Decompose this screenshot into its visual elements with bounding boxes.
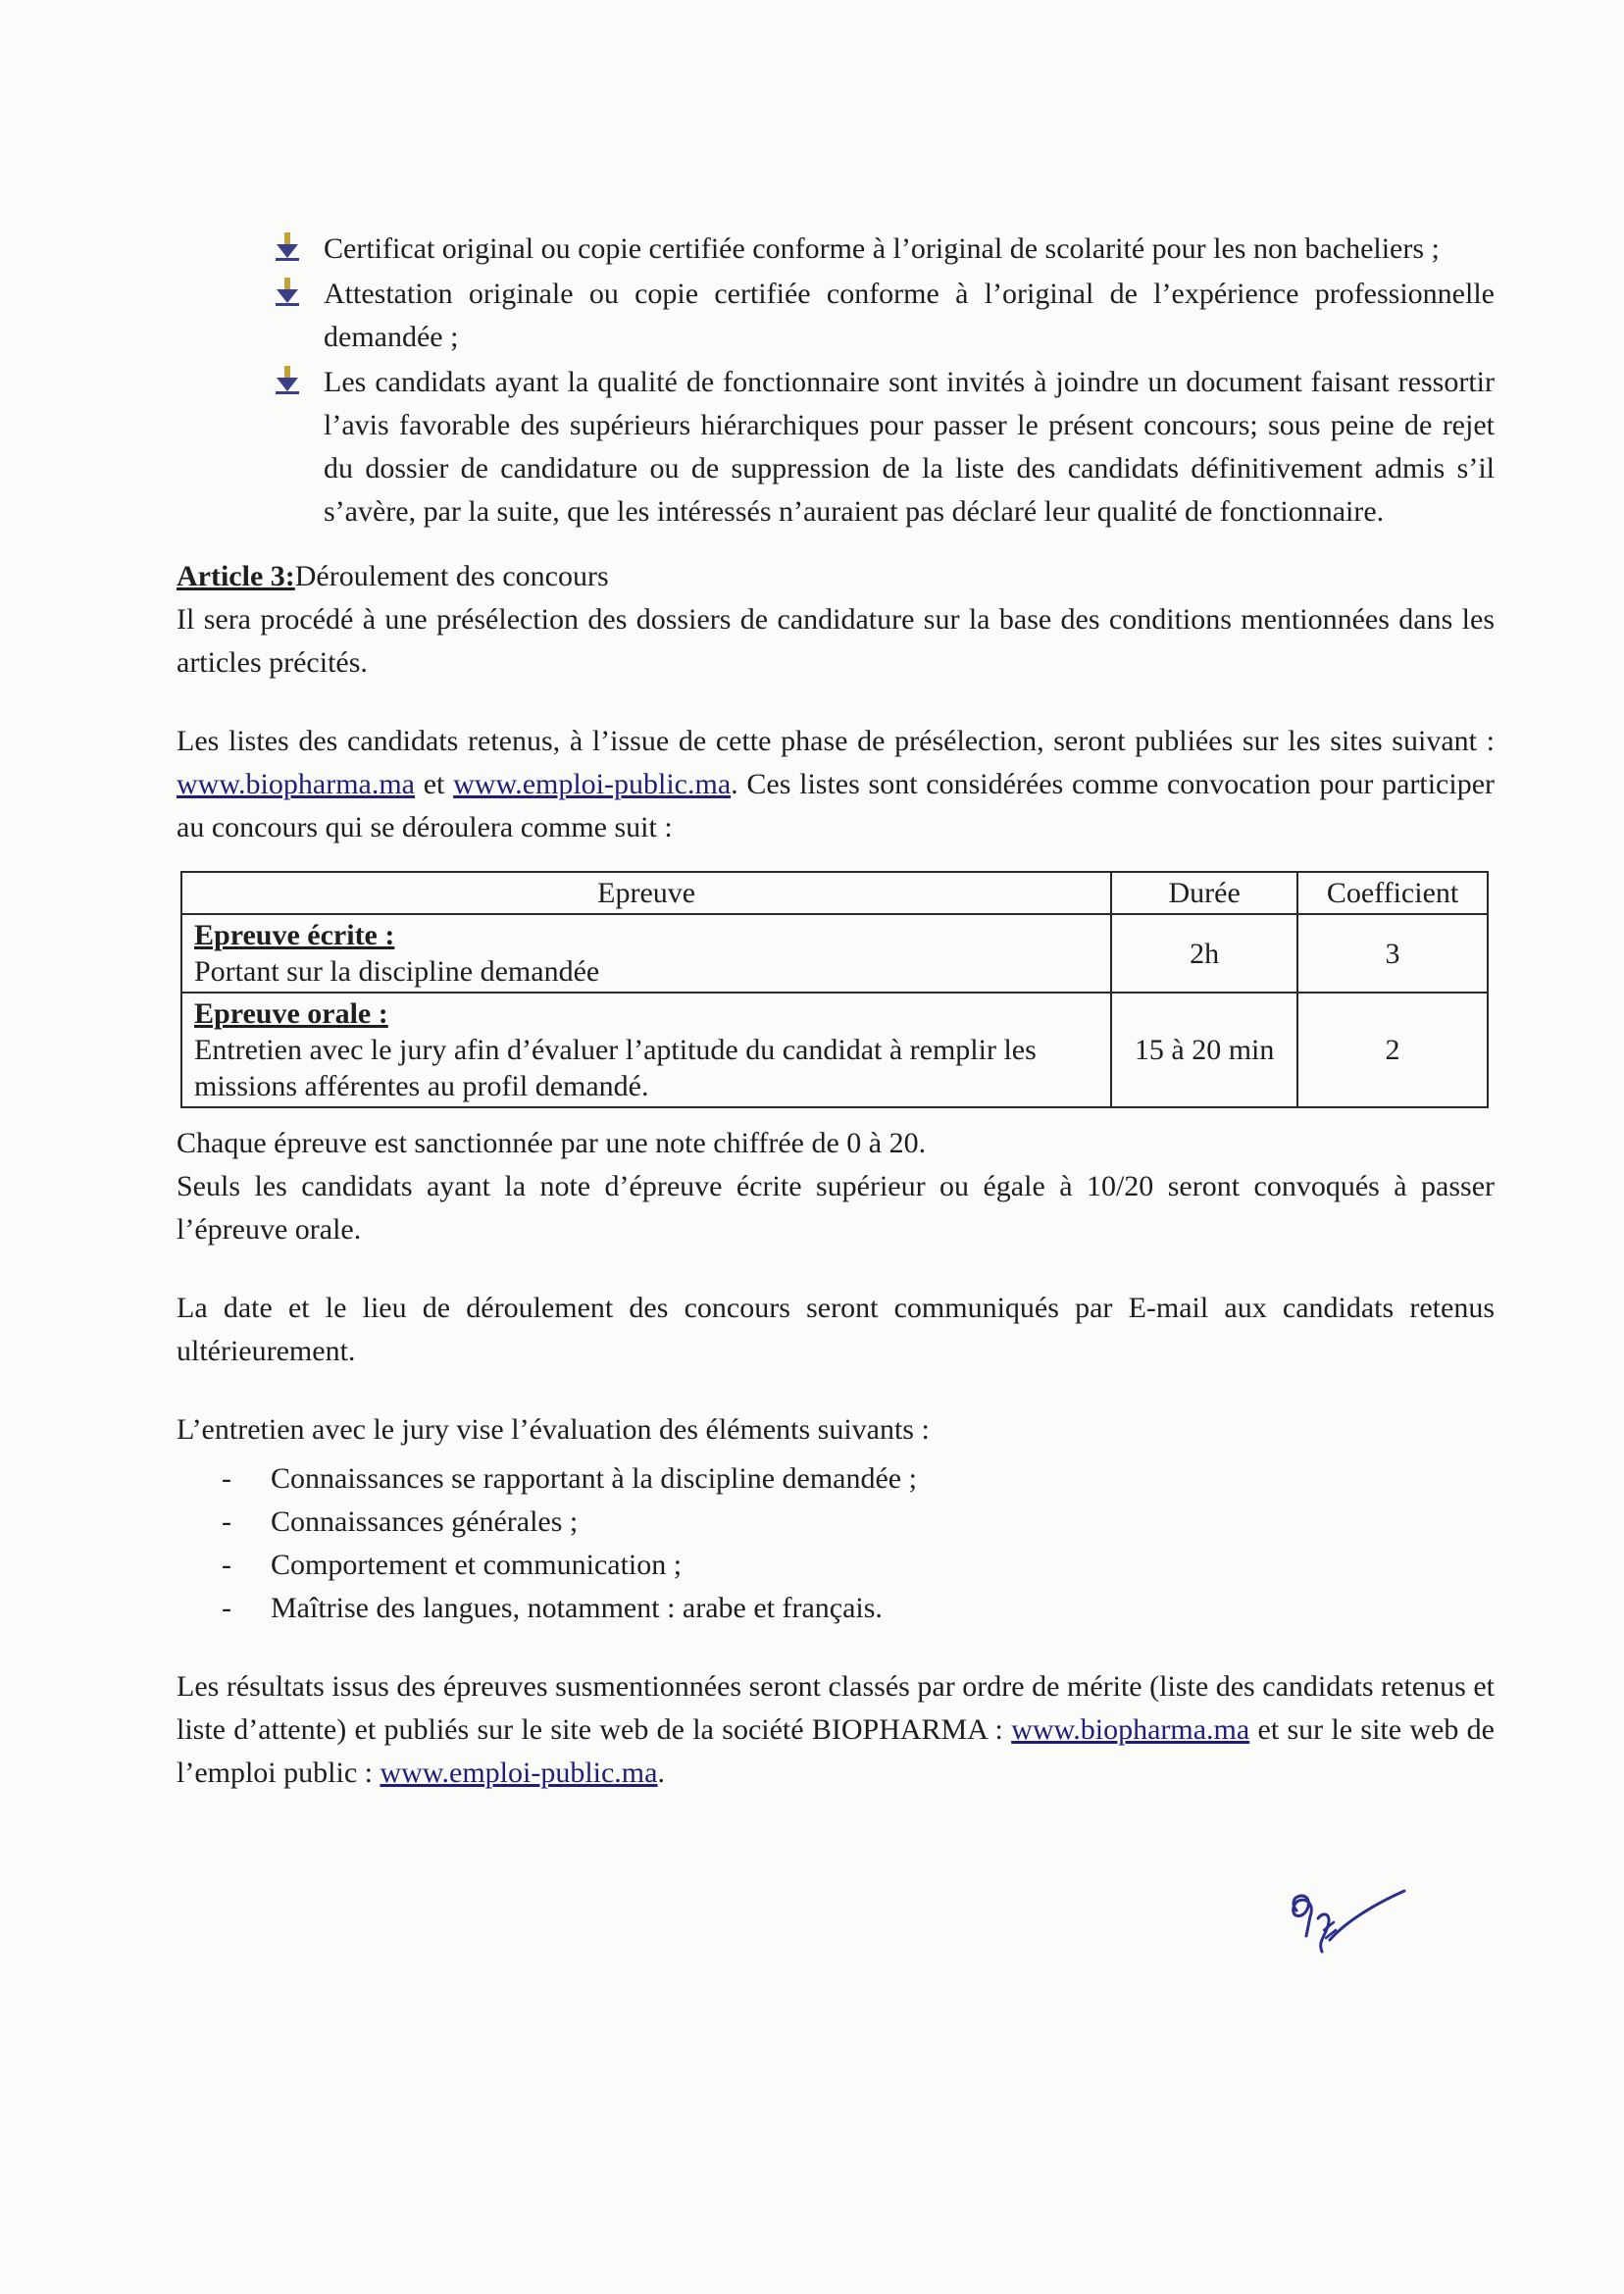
exam-cell bbox=[181, 914, 1111, 993]
biopharma-link[interactable]: www.biopharma.ma bbox=[1011, 1713, 1250, 1746]
requirement-text: Certificat original ou copie certifiée conforme à l’original de scolarité pour les non bacheliers ; bbox=[324, 232, 1440, 265]
criterion-text: Connaissances générales ; bbox=[271, 1505, 579, 1538]
exam-title: Epreuve écrite : bbox=[194, 919, 395, 951]
exam-table bbox=[180, 871, 1489, 1108]
exam-cell bbox=[181, 993, 1111, 1107]
header-duree: Durée bbox=[1111, 872, 1297, 914]
article-3-title: Déroulement des concours bbox=[294, 560, 609, 592]
results-text-mid: et sur le site web de l’emploi public : bbox=[177, 1713, 1495, 1789]
article-3-heading bbox=[177, 555, 1495, 598]
duration-cell: 15 à 20 min bbox=[1111, 993, 1297, 1107]
exam-title: Epreuve orale : bbox=[194, 997, 388, 1030]
requirement-item bbox=[324, 228, 1495, 271]
arrow-bullet-icon bbox=[275, 366, 300, 395]
lists-publication-paragraph bbox=[177, 720, 1495, 849]
interview-intro: L’entretien avec le jury vise l’évaluation des éléments suivants : bbox=[177, 1413, 930, 1446]
exam-description: Entretien avec le jury afin d’évaluer l’aptitude du candidat à remplir les missions afférentes au profil demandé. bbox=[194, 1034, 1037, 1102]
dash-marker: - bbox=[222, 1505, 231, 1538]
criterion-text: Maîtrise des langues, notamment : arabe et français. bbox=[271, 1592, 883, 1624]
dash-marker: - bbox=[222, 1462, 231, 1495]
written-threshold-paragraph: Seuls les candidats ayant la note d’épreuve écrite supérieur ou égale à 10/20 seront convoqués à passer l’épreuve orale. bbox=[177, 1170, 1495, 1246]
emploi-public-link[interactable]: www.emploi-public.ma bbox=[380, 1757, 658, 1789]
header-coefficient: Coefficient bbox=[1297, 872, 1488, 914]
lists-text-end: . Ces listes sont considérées comme convocation pour participer au concours qui se déroulera comme suit : bbox=[177, 768, 1495, 843]
duration-cell: 2h bbox=[1111, 914, 1297, 993]
requirement-item bbox=[324, 361, 1495, 534]
exam-description: Portant sur la discipline demandée bbox=[194, 955, 600, 988]
emploi-public-link[interactable]: www.emploi-public.ma bbox=[453, 768, 732, 800]
requirement-item bbox=[324, 273, 1495, 359]
list-item bbox=[177, 1501, 1495, 1544]
arrow-bullet-icon bbox=[275, 278, 300, 307]
document-requirements-list bbox=[324, 228, 1495, 534]
list-item bbox=[177, 1457, 1495, 1501]
coefficient-cell: 2 bbox=[1297, 993, 1488, 1107]
list-item bbox=[177, 1587, 1495, 1630]
list-item bbox=[177, 1544, 1495, 1587]
dash-marker: - bbox=[222, 1549, 231, 1581]
requirement-text: Attestation originale ou copie certifiée conforme à l’original de l’expérience professionnelle demandée ; bbox=[324, 278, 1495, 353]
date-place-paragraph: La date et le lieu de déroulement des concours seront communiqués par E-mail aux candidats retenus ultérieurement. bbox=[177, 1292, 1495, 1367]
table-row bbox=[181, 993, 1488, 1107]
arrow-bullet-icon bbox=[275, 232, 300, 262]
handwritten-signature-icon bbox=[1275, 1881, 1412, 1960]
dash-marker: - bbox=[222, 1592, 231, 1624]
lists-text-mid: et bbox=[415, 768, 454, 800]
table-row bbox=[181, 914, 1488, 993]
page-content bbox=[177, 228, 1495, 1795]
lists-text-start: Les listes des candidats retenus, à l’issue de cette phase de présélection, seront publiées sur les sites suivant : bbox=[177, 725, 1495, 757]
table-header-row bbox=[181, 872, 1488, 914]
results-text-start: Les résultats issus des épreuves susmentionnées seront classés par ordre de mérite (liste des candidats retenus et liste d’attente) et publiés sur le site web de la société BIOPHARMA : bbox=[177, 1670, 1495, 1746]
results-text-end: . bbox=[657, 1757, 665, 1789]
criterion-text: Comportement et communication ; bbox=[271, 1549, 683, 1581]
interview-criteria-list bbox=[177, 1457, 1495, 1630]
article-3-label: Article 3: bbox=[177, 560, 295, 592]
preselection-paragraph: Il sera procédé à une présélection des dossiers de candidature sur la base des conditions mentionnées dans les articles précités. bbox=[177, 603, 1495, 679]
coefficient-cell: 3 bbox=[1297, 914, 1488, 993]
requirement-text: Les candidats ayant la qualité de fonctionnaire sont invités à joindre un document faisant ressortir l’avis favorable des supérieurs hiérarchiques pour passer le présent concours; sous peine de rejet du dossier de candidature ou de suppression de la liste des candidats définitivement admis s’il s’avère, par la suite, que les intéressés n’auraient pas déclaré leur qualité de fonctionnaire. bbox=[324, 366, 1495, 528]
criterion-text: Connaissances se rapportant à la discipline demandée ; bbox=[271, 1462, 917, 1495]
header-epreuve: Epreuve bbox=[181, 872, 1111, 914]
grading-line: Chaque épreuve est sanctionnée par une note chiffrée de 0 à 20. bbox=[177, 1127, 927, 1159]
biopharma-link[interactable]: www.biopharma.ma bbox=[177, 768, 415, 800]
results-paragraph bbox=[177, 1665, 1495, 1795]
